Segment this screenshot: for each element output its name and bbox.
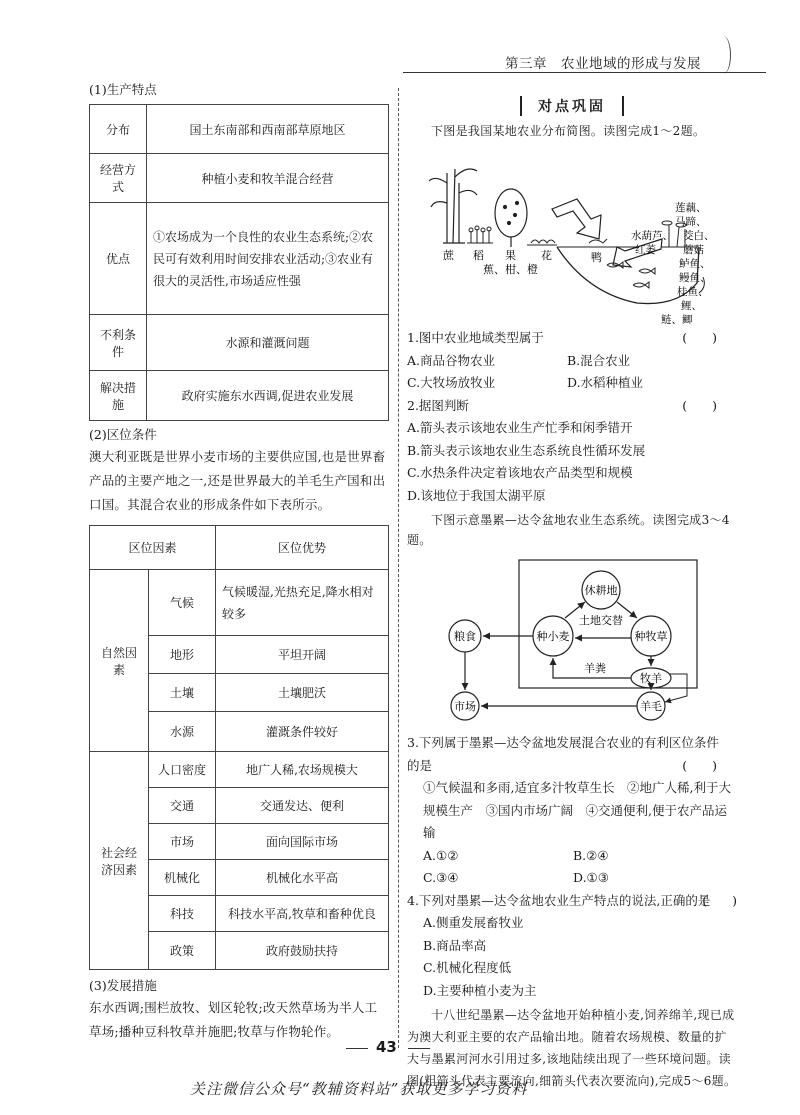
table-row (90, 371, 389, 421)
location-table (89, 525, 389, 970)
page-number: 43 (376, 1038, 397, 1056)
label-red-water-chestnut: 红萎 (635, 244, 656, 256)
label-fallow: 休耕地 (584, 584, 618, 597)
factor-cell: 机械化 (149, 860, 216, 896)
measures-paragraph: 东水西调;围栏放牧、划区轮牧;改天然草场为半人工草场;播种豆科牧草并施肥;牧草与作物轮作。 (89, 1000, 378, 1039)
label-sugarcane: 蔗 (443, 249, 454, 262)
answer-blank[interactable]: ( ) (682, 757, 717, 773)
question-3-body: ①气候温和多雨,适宜多汁牧草生长 ②地广人稀,利于大规模生产 ③国内市场广阔 ④交通便利,便于农产品运输 (423, 780, 731, 840)
option[interactable]: D.水稻种植业 (567, 375, 644, 390)
option[interactable]: D.主要种植小麦为主 (423, 982, 537, 998)
advantage-cell: 平坦开阔 (216, 636, 389, 674)
label-flower: 花 (541, 249, 552, 262)
option[interactable]: D.该地位于我国太湖平原 (407, 487, 546, 503)
answer-blank[interactable]: ( ) (702, 892, 737, 908)
table-header-row (90, 526, 389, 570)
label-wild-rice: 茭白、 (683, 230, 715, 242)
table-row (90, 105, 389, 154)
section-title-measures: (3)发展措施 (89, 978, 157, 993)
option[interactable]: A.侧重发展畜牧业 (423, 915, 524, 930)
label-wheat: 种小麦 (536, 630, 570, 643)
advantage-cell: 政府鼓励扶持 (216, 932, 389, 970)
chapter-header: 第三章 农业地域的形成与发展 (505, 56, 701, 72)
advantage-cell: 气候暖湿,光热充足,降水相对较多 (216, 570, 389, 636)
header-curl-ornament (716, 36, 731, 74)
table-value: 种植小麦和牧羊混合经营 (147, 154, 389, 203)
table-key: 解决措施 (90, 371, 147, 421)
location-paragraph: 澳大利亚既是世界小麦市场的主要供应国,也是世界畜产品的主要产地之一,还是世界最大的羊毛生产国和出口国。其混合农业的形成条件如下表所示。 (89, 449, 386, 512)
big-arrow-down-right (552, 199, 601, 239)
question-4-stem: 4.下列对墨累—达令盆地农业生产特点的说法,正确的是 (407, 892, 711, 908)
factor-cell: 土壤 (149, 674, 216, 712)
advantage-cell: 机械化水平高 (216, 860, 389, 896)
label-eel: 鳗鱼、 (679, 272, 711, 284)
factor-cell: 市场 (149, 824, 216, 860)
label-mandarin-fish: 桂鱼、 (677, 286, 709, 298)
intro-q1-2: 下图是我国某地农业分布简图。读图完成1～2题。 (431, 124, 706, 138)
label-perch: 鲈鱼、 (679, 258, 711, 270)
question-2-stem: 2.据图判断 (407, 397, 469, 413)
label-duck: 鸭 (591, 251, 602, 264)
factor-cell: 地形 (149, 636, 216, 674)
exercise-title: 对点巩固 (520, 96, 624, 116)
option[interactable]: B.商品率高 (423, 937, 487, 953)
factor-cell: 气候 (149, 570, 216, 636)
section-title-location: (2)区位条件 (89, 427, 157, 442)
footer-watermark-note: 关注微信公众号“教辅资料站”获取更多学习资料 (190, 1080, 528, 1098)
label-silver-carp: 鲢、鲫 (661, 314, 693, 326)
label-manure: 羊粪 (584, 662, 606, 675)
intro-q5-6: 十八世纪墨累—达令盆地开始种植小麦,饲养绵羊,现已成为澳大利亚主要的农产品输出地。随着农场规模、数量的扩大与墨累河河水引用过多,该地陆续出现了一些环境问题。读图(粗箭头代表主要流向,细箭头代表次要流向),完成5～6题。 (407, 1008, 737, 1088)
label-lotus-root: 莲藕、 (675, 202, 707, 214)
section-title-features: (1)生产特点 (89, 82, 157, 97)
table-row (90, 203, 389, 315)
label-carp: 鲤、 (681, 300, 702, 312)
label-banana-citrus: 蕉、柑、橙 (483, 263, 538, 276)
table-value: ①农场成为一个良性的农业生态系统;②农民可有效利用时间安排农业活动;③农业有很大的灵活性,市场适应性强 (147, 203, 389, 315)
question-3 (407, 732, 737, 777)
label-mushroom: 蘑菇 (683, 244, 704, 256)
option[interactable]: A.①② (423, 847, 459, 863)
option[interactable]: B.箭头表示该地农业生态系统良性循环发展 (407, 442, 646, 458)
left-column (89, 80, 389, 1044)
column-divider (398, 88, 399, 1048)
option[interactable]: B.②④ (573, 847, 609, 863)
intro-q3-4: 下图示意墨累—达令盆地农业生态系统。读图完成3～4题。 (407, 513, 730, 547)
header-rule (403, 72, 766, 73)
rice-icon (467, 226, 493, 243)
label-grain: 粮食 (454, 630, 476, 643)
option[interactable]: A.商品谷物农业 (407, 352, 496, 368)
fruit-tree-icon (495, 189, 527, 247)
factor-cell: 政策 (149, 932, 216, 970)
label-pasture: 种牧草 (634, 630, 668, 643)
label-rice: 稻 (473, 249, 484, 262)
group-social: 社会经济因素 (90, 752, 149, 970)
label-market: 市场 (454, 700, 476, 713)
advantage-cell: 土壤肥沃 (216, 674, 389, 712)
table-row (90, 154, 389, 203)
table-key: 优点 (90, 203, 147, 315)
advantage-cell: 交通发达、便利 (216, 788, 389, 824)
question-2 (407, 395, 737, 418)
label-water-chestnut: 马蹄、 (675, 216, 707, 228)
factor-cell: 交通 (149, 788, 216, 824)
table-value: 政府实施东水西调,促进农业发展 (147, 371, 389, 421)
table-row (90, 570, 389, 636)
question-3-stem-line1: 3.下列属于墨累—达令盆地发展混合农业的有利区位条件 (407, 735, 719, 750)
label-fruit: 果 (505, 249, 516, 262)
question-3-options (407, 845, 737, 890)
fish-icons (607, 262, 655, 288)
table-key: 不利条件 (90, 315, 147, 371)
factor-cell: 水源 (149, 712, 216, 752)
answer-blank[interactable]: ( ) (682, 330, 717, 345)
duck-icon (589, 239, 607, 243)
label-sheep: 牧羊 (640, 672, 662, 685)
option[interactable]: A.箭头表示该地农业生产忙季和闲季错开 (407, 420, 633, 435)
table-row (90, 315, 389, 371)
agriculture-distribution-figure (407, 143, 737, 326)
table-header-advantage: 区位优势 (216, 526, 389, 570)
table-key: 经营方式 (90, 154, 147, 203)
question-1-stem: 1.图中农业地域类型属于 (407, 330, 544, 345)
advantage-cell: 科技水平高,牧草和畜种优良 (216, 896, 389, 932)
footer-dash-left (346, 1048, 368, 1049)
flowers-icon (527, 240, 557, 245)
factor-cell: 科技 (149, 896, 216, 932)
table-key: 分布 (90, 105, 147, 154)
option[interactable]: B.混合农业 (567, 352, 631, 368)
table-row (90, 752, 389, 788)
label-rotation: 土地交替 (579, 614, 623, 627)
features-table (89, 104, 389, 421)
option[interactable]: C.水热条件决定着该地农产品类型和规模 (407, 465, 633, 480)
advantage-cell: 地广人稀,农场规模大 (216, 752, 389, 788)
table-value: 水源和灌溉问题 (147, 315, 389, 371)
label-water-hyacinth: 水葫芦、 (631, 230, 673, 242)
question-4 (407, 890, 737, 913)
option[interactable]: C.③④ (423, 870, 459, 885)
table-value: 国土东南部和西南部草原地区 (147, 105, 389, 154)
factor-cell: 人口密度 (149, 752, 216, 788)
question-1-options (407, 350, 737, 395)
option[interactable]: D.①③ (573, 870, 609, 885)
option[interactable]: C.大牧场放牧业 (407, 375, 496, 390)
label-wool: 羊毛 (640, 700, 662, 713)
advantage-cell: 灌溉条件较好 (216, 712, 389, 752)
table-header-factor: 区位因素 (90, 526, 216, 570)
right-column (407, 96, 737, 1092)
answer-blank[interactable]: ( ) (682, 397, 717, 413)
advantage-cell: 面向国际市场 (216, 824, 389, 860)
murray-darling-ecosystem-figure (407, 556, 737, 724)
option[interactable]: C.机械化程度低 (423, 960, 512, 975)
group-natural: 自然因素 (90, 570, 149, 752)
question-3-stem-line2: 的是 (407, 757, 433, 773)
question-1 (407, 327, 737, 350)
footer-dash-right (408, 1048, 430, 1049)
